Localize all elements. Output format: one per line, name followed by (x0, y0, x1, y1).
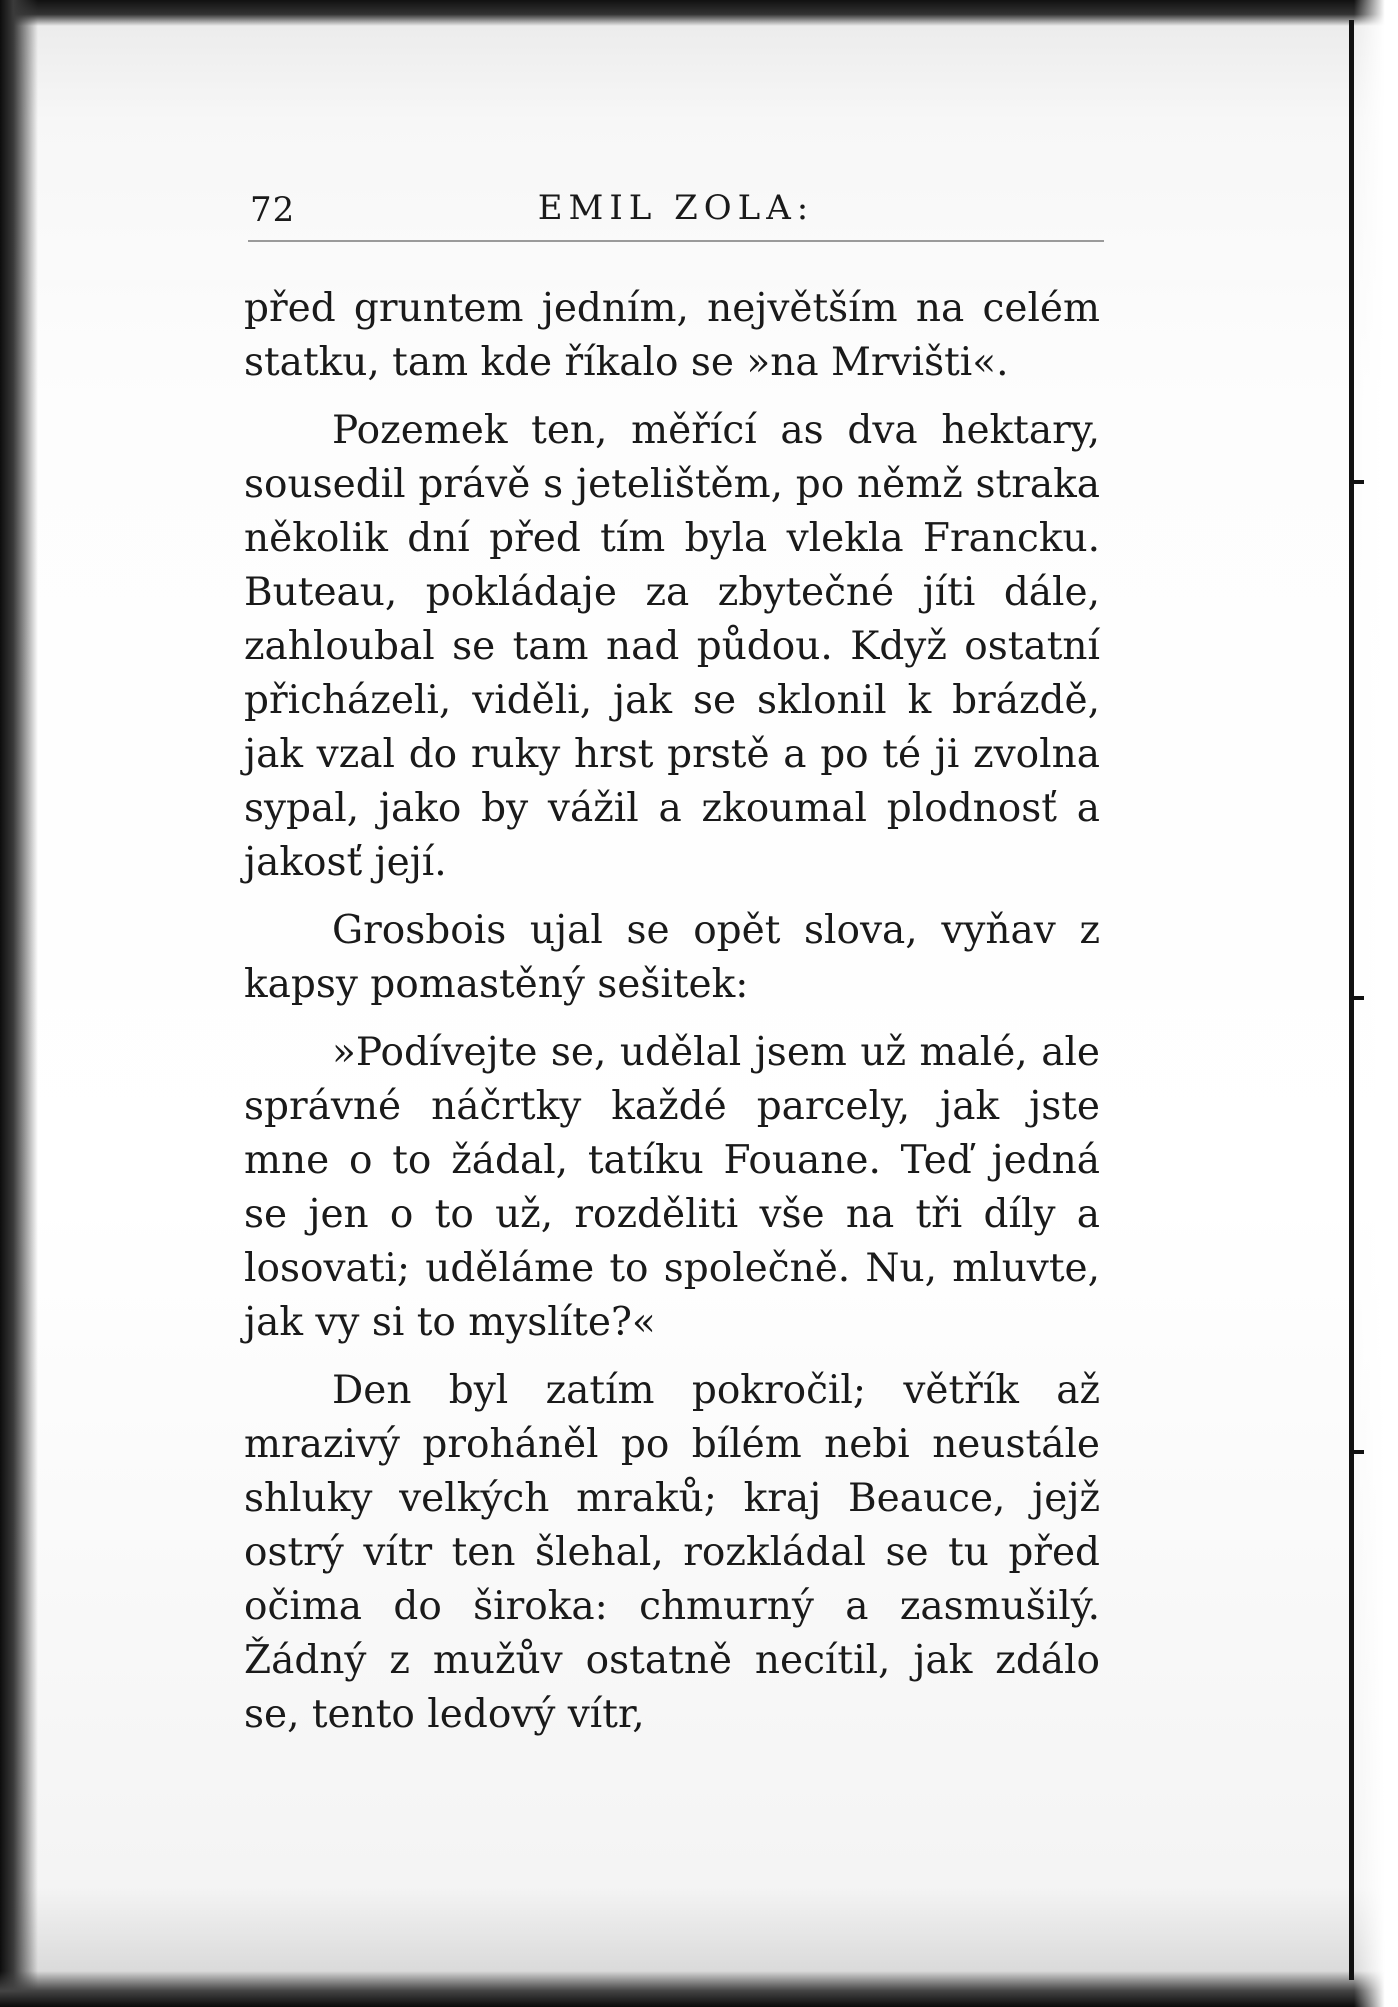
body-text (244, 282, 1100, 1742)
scan-edge-bottom (0, 1971, 1398, 2007)
scan-edge-top (0, 0, 1398, 26)
binding-tick (1354, 480, 1364, 484)
page-number: 72 (250, 190, 296, 230)
paragraph: Grosbois ujal se opět slova, vyňav z kapsy pomastěný sešitek: (244, 908, 1100, 1007)
paragraph: Pozemek ten, měřící as dva hektary, sousedil právě s jetelištěm, po němž straka několik dní před tím byla vlekla Francku. Buteau, pokládaje za zbytečné jíti dále, zahloubal se tam nad půdou. Když ostatní přicházeli, viděli, jak se sklonil k brázdě, jak vzal do ruky hrst prstě a po té ji zvolna sypal, jako by vážil a zkoumal plodnosť a jakosť její. (244, 408, 1100, 885)
page-header (248, 176, 1104, 242)
binding-tick (1354, 996, 1364, 1000)
scan-edge-right (1354, 0, 1398, 2007)
paragraph: »Podívejte se, udělal jsem už malé, ale správné náčrtky každé parcely, jak jste mne o to žádal, tatíku Fouane. Teď jedná se jen o to už, rozděliti vše na tři díly a losovati; uděláme to společně. Nu, mluvte, jak vy si to myslíte?« (244, 1030, 1100, 1345)
running-head: EMIL ZOLA: (537, 188, 815, 228)
scan-edge-left (0, 0, 38, 2007)
binding-tick (1354, 1450, 1364, 1454)
paragraph: Den byl zatím pokročil; větřík až mrazivý proháněl po bílém nebi neustále shluky velkých mraků; kraj Beauce, jejž ostrý vítr ten šlehal, rozkládal se tu před očima do široka: chmurný a zasmušilý. Žádný z mužův ostatně necítil, jak zdálo se, tento ledový vítr, (244, 1368, 1100, 1737)
paragraph: před gruntem jedním, největším na celém statku, tam kde říkalo se »na Mrvišti«. (244, 286, 1100, 385)
binding-edge (1349, 20, 1354, 1980)
